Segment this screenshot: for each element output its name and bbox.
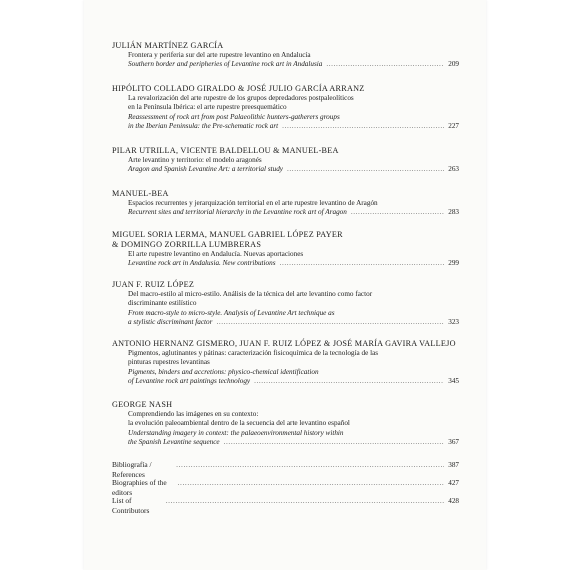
entry-title-es: La revalorización del arte rupestre de los grupos depredadores postpaleolíticos xyxy=(128,94,354,102)
entry-page-number: 283 xyxy=(448,208,459,217)
entry-page-number: 263 xyxy=(448,165,459,174)
entry-author: ANTONIO HERNANZ GISMERO, JUAN F. RUIZ LÓPEZ & JOSÉ MARÍA GAVIRA VALLEJO xyxy=(112,339,456,348)
toc-entry-manuel-bea[interactable] xyxy=(112,189,459,218)
entry-title-en-row xyxy=(112,377,459,386)
entry-label: Bibliografía / References xyxy=(112,460,152,479)
dot-leader xyxy=(254,377,444,386)
entry-label: List of Contributors xyxy=(112,496,150,515)
entry-title-es: El arte rupestre levantino en Andalucía. Nuevas aportaciones xyxy=(128,250,304,258)
entry-page-number: 428 xyxy=(448,497,459,505)
entry-title-es: Del macro-estilo al micro-estilo. Análisis de la técnica del arte levantino como factor xyxy=(128,290,373,298)
toc-entry-martinez-garcia[interactable] xyxy=(112,41,459,70)
entry-title-en-row xyxy=(112,438,459,447)
toc-entry-bibliography[interactable] xyxy=(112,460,459,480)
entry-title-en-row xyxy=(112,165,459,174)
entry-title-en: Understanding imagery in context: the palaeoenvironmental history within xyxy=(128,428,344,437)
entry-label: Biographies of the editors xyxy=(112,478,167,497)
entry-author: MANUEL-BEA xyxy=(112,189,169,198)
dot-leader xyxy=(166,496,445,506)
entry-title-en: Pigments, binders and accretions: physico-chemical identification xyxy=(128,367,319,376)
entry-title-en-row xyxy=(112,122,459,131)
entry-title-es: Arte levantino y territorio: el modelo aragonés xyxy=(128,156,262,164)
entry-page-number: 299 xyxy=(448,259,459,268)
dot-leader xyxy=(178,478,445,488)
dot-leader xyxy=(282,122,444,131)
entry-author-cont: & DOMINGO ZORRILLA LUMBRERAS xyxy=(112,240,262,249)
entry-author: HIPÓLITO COLLADO GIRALDO & JOSÉ JULIO GARCÍA ARRANZ xyxy=(112,84,365,93)
entry-title-es: Frontera y periferia sur del arte rupestre levantino en Andalucía xyxy=(128,51,311,59)
entry-title-en-row xyxy=(112,208,459,217)
toc-entry-soria-lerma[interactable] xyxy=(112,230,459,269)
entry-title-en-cont: the Spanish Levantine sequence xyxy=(128,437,220,446)
dot-leader xyxy=(176,460,444,470)
entry-title-es: Comprendiendo las imágenes en su contexto: xyxy=(128,410,259,418)
toc-entry-contributors[interactable] xyxy=(112,496,459,516)
toc-entry-hernanz-gismero[interactable] xyxy=(112,339,459,386)
entry-title-en: Reassessment of rock art from post Palaeolithic hunters-gatherers groups xyxy=(128,112,340,121)
toc-entry-george-nash[interactable] xyxy=(112,400,459,447)
entry-title-es-cont: discriminante estilístico xyxy=(128,299,197,308)
toc-entry-ruiz-lopez[interactable] xyxy=(112,280,459,327)
dot-leader xyxy=(351,208,444,217)
dot-leader xyxy=(280,259,445,268)
entry-author: PILAR UTRILLA, VICENTE BALDELLOU & MANUEL-BEA xyxy=(112,146,339,155)
entry-page-number: 427 xyxy=(448,479,459,487)
toc-entry-utrilla-baldellou[interactable] xyxy=(112,146,459,175)
entry-title-en: Levantine rock art in Andalusia. New contributions xyxy=(128,259,276,268)
dot-leader xyxy=(326,60,444,69)
entry-page-number: 367 xyxy=(448,437,459,446)
entry-title-es-cont: en la Península Ibérica: el arte rupestre preesquemático xyxy=(128,103,287,112)
entry-title-es: Espacios recurrentes y jerarquización territorial en el arte rupestre levantino de Aragón xyxy=(128,199,378,207)
entry-title-es-cont: pinturas rupestres levantinas xyxy=(128,358,210,367)
entry-author: GEORGE NASH xyxy=(112,400,173,409)
dot-leader xyxy=(216,318,444,327)
entry-author: JUAN F. RUIZ LÓPEZ xyxy=(112,280,195,289)
dot-leader xyxy=(287,165,444,174)
entry-title-en-cont: of Levantine rock art paintings technology xyxy=(128,376,251,385)
entry-author: MIGUEL SORIA LERMA, MANUEL GABRIEL LÓPEZ PAYER xyxy=(112,230,343,239)
entry-title-en-cont: a stylistic discriminant factor xyxy=(128,317,213,326)
entry-title-en-row xyxy=(112,60,459,69)
entry-title-en-cont: in the Iberian Peninsula: the Pre-schematic rock art xyxy=(128,121,279,130)
entry-title-en: From macro-style to micro-style. Analysis of Levantine Art technique as xyxy=(128,308,335,317)
entry-title-es: Pigmentos, aglutinantes y pátinas: caracterización fisicoquímica de la tecnología de las xyxy=(128,349,379,357)
entry-page-number: 323 xyxy=(448,317,459,326)
entry-title-en: Recurrent sites and territorial hierarchy in the Levantine rock art of Aragon xyxy=(128,208,347,217)
dot-leader xyxy=(224,438,445,447)
entry-page-number: 345 xyxy=(448,376,459,385)
entry-title-en-row xyxy=(112,318,459,327)
entry-page-number: 227 xyxy=(448,121,459,130)
entry-page-number: 387 xyxy=(448,461,459,469)
entry-title-es-cont: la evolución paleoambiental dentro de la secuencia del arte levantino español xyxy=(128,419,350,428)
toc-entry-collado-giraldo[interactable] xyxy=(112,84,459,131)
entry-page-number: 209 xyxy=(448,60,459,69)
entry-title-en: Southern border and peripheries of Levantine rock art in Andalusia xyxy=(128,60,323,69)
entry-title-en: Aragon and Spanish Levantine Art: a territorial study xyxy=(128,165,283,174)
entry-title-en-row xyxy=(112,259,459,268)
entry-author: JULIÁN MARTÍNEZ GARCÍA xyxy=(112,41,224,50)
toc-entry-biographies[interactable] xyxy=(112,478,459,498)
